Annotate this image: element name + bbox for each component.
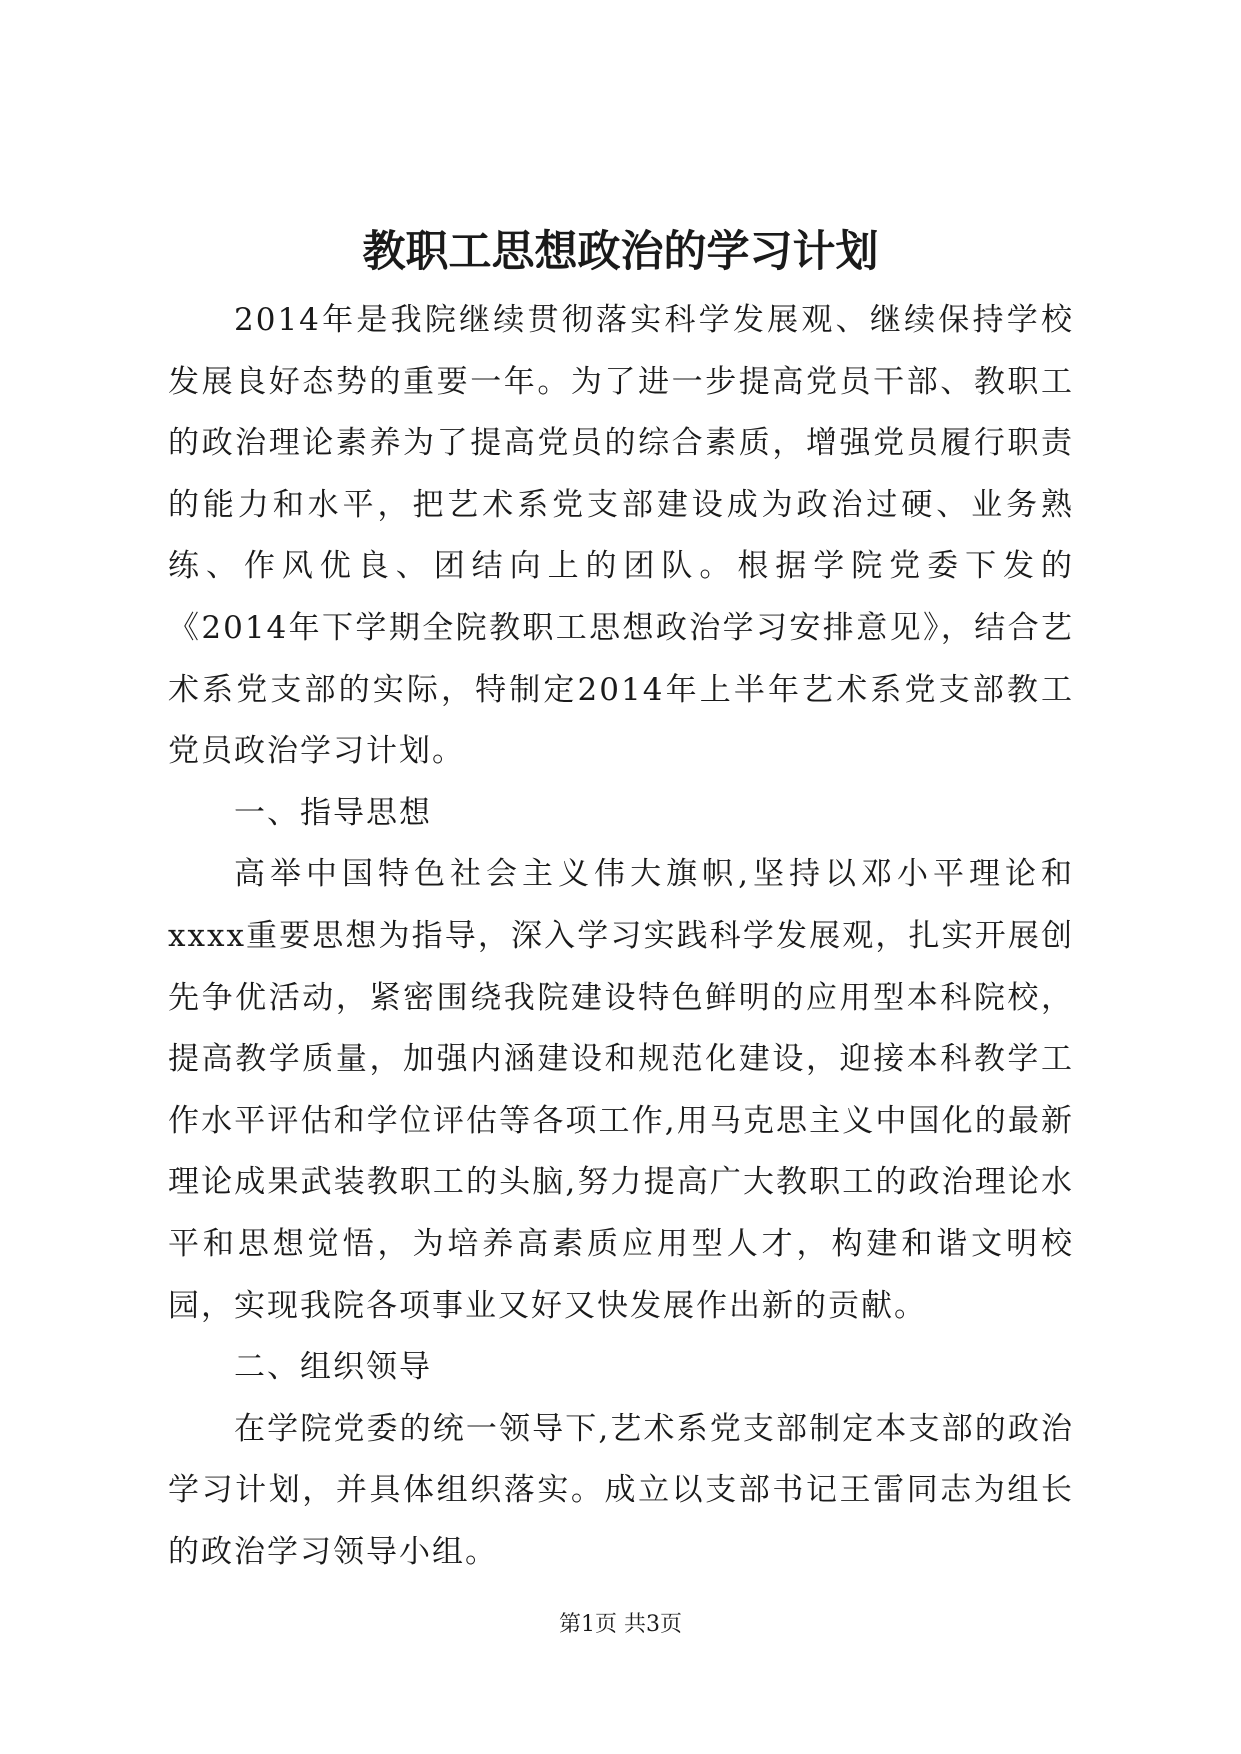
document-title: 教职工思想政治的学习计划 [362,227,879,277]
page-footer: 第1页 共3页 [559,1612,682,1637]
section-heading-guiding-ideology: 一、指导思想 [234,794,432,831]
intro-paragraph: 2014年是我院继续贯彻落实科学发展观、继续保持学校发展良好态势的重要一年。为了进一步提高党员干部、教职工的政治理论素养为了提高党员的综合素质，增强党员履行职责的能力和水平，把艺术系党支部建设成为政治过硬、业务熟练、作风优良、团结向上的团队。根据学院党委下发的《2014年下学期全院教职工思想政治学习安排意见》，结合艺术系党支部的实际，特制定2014年上半年艺术系党支部教工党员政治学习计划。 [168,302,1074,770]
section-heading-organization: 二、组织领导 [234,1349,432,1386]
organization-paragraph: 在学院党委的统一领导下,艺术系党支部制定本支部的政治学习计划，并具体组织落实。成立以支部书记王雷同志为组长的政治学习领导小组。 [168,1410,1074,1570]
document-body [168,290,1074,1583]
guiding-ideology-paragraph: 高举中国特色社会主义伟大旗帜,坚持以邓小平理论和xxxx重要思想为指导，深入学习实践科学发展观，扎实开展创先争优活动，紧密围绕我院建设特色鲜明的应用型本科院校，提高教学质量，加强内涵建设和规范化建设，迎接本科教学工作水平评估和学位评估等各项工作,用马克思主义中国化的最新理论成果武装教职工的头脑,努力提高广大教职工的政治理论水平和思想觉悟，为培养高素质应用型人才，构建和谐文明校园，实现我院各项事业又好又快发展作出新的贡献。 [168,856,1074,1324]
